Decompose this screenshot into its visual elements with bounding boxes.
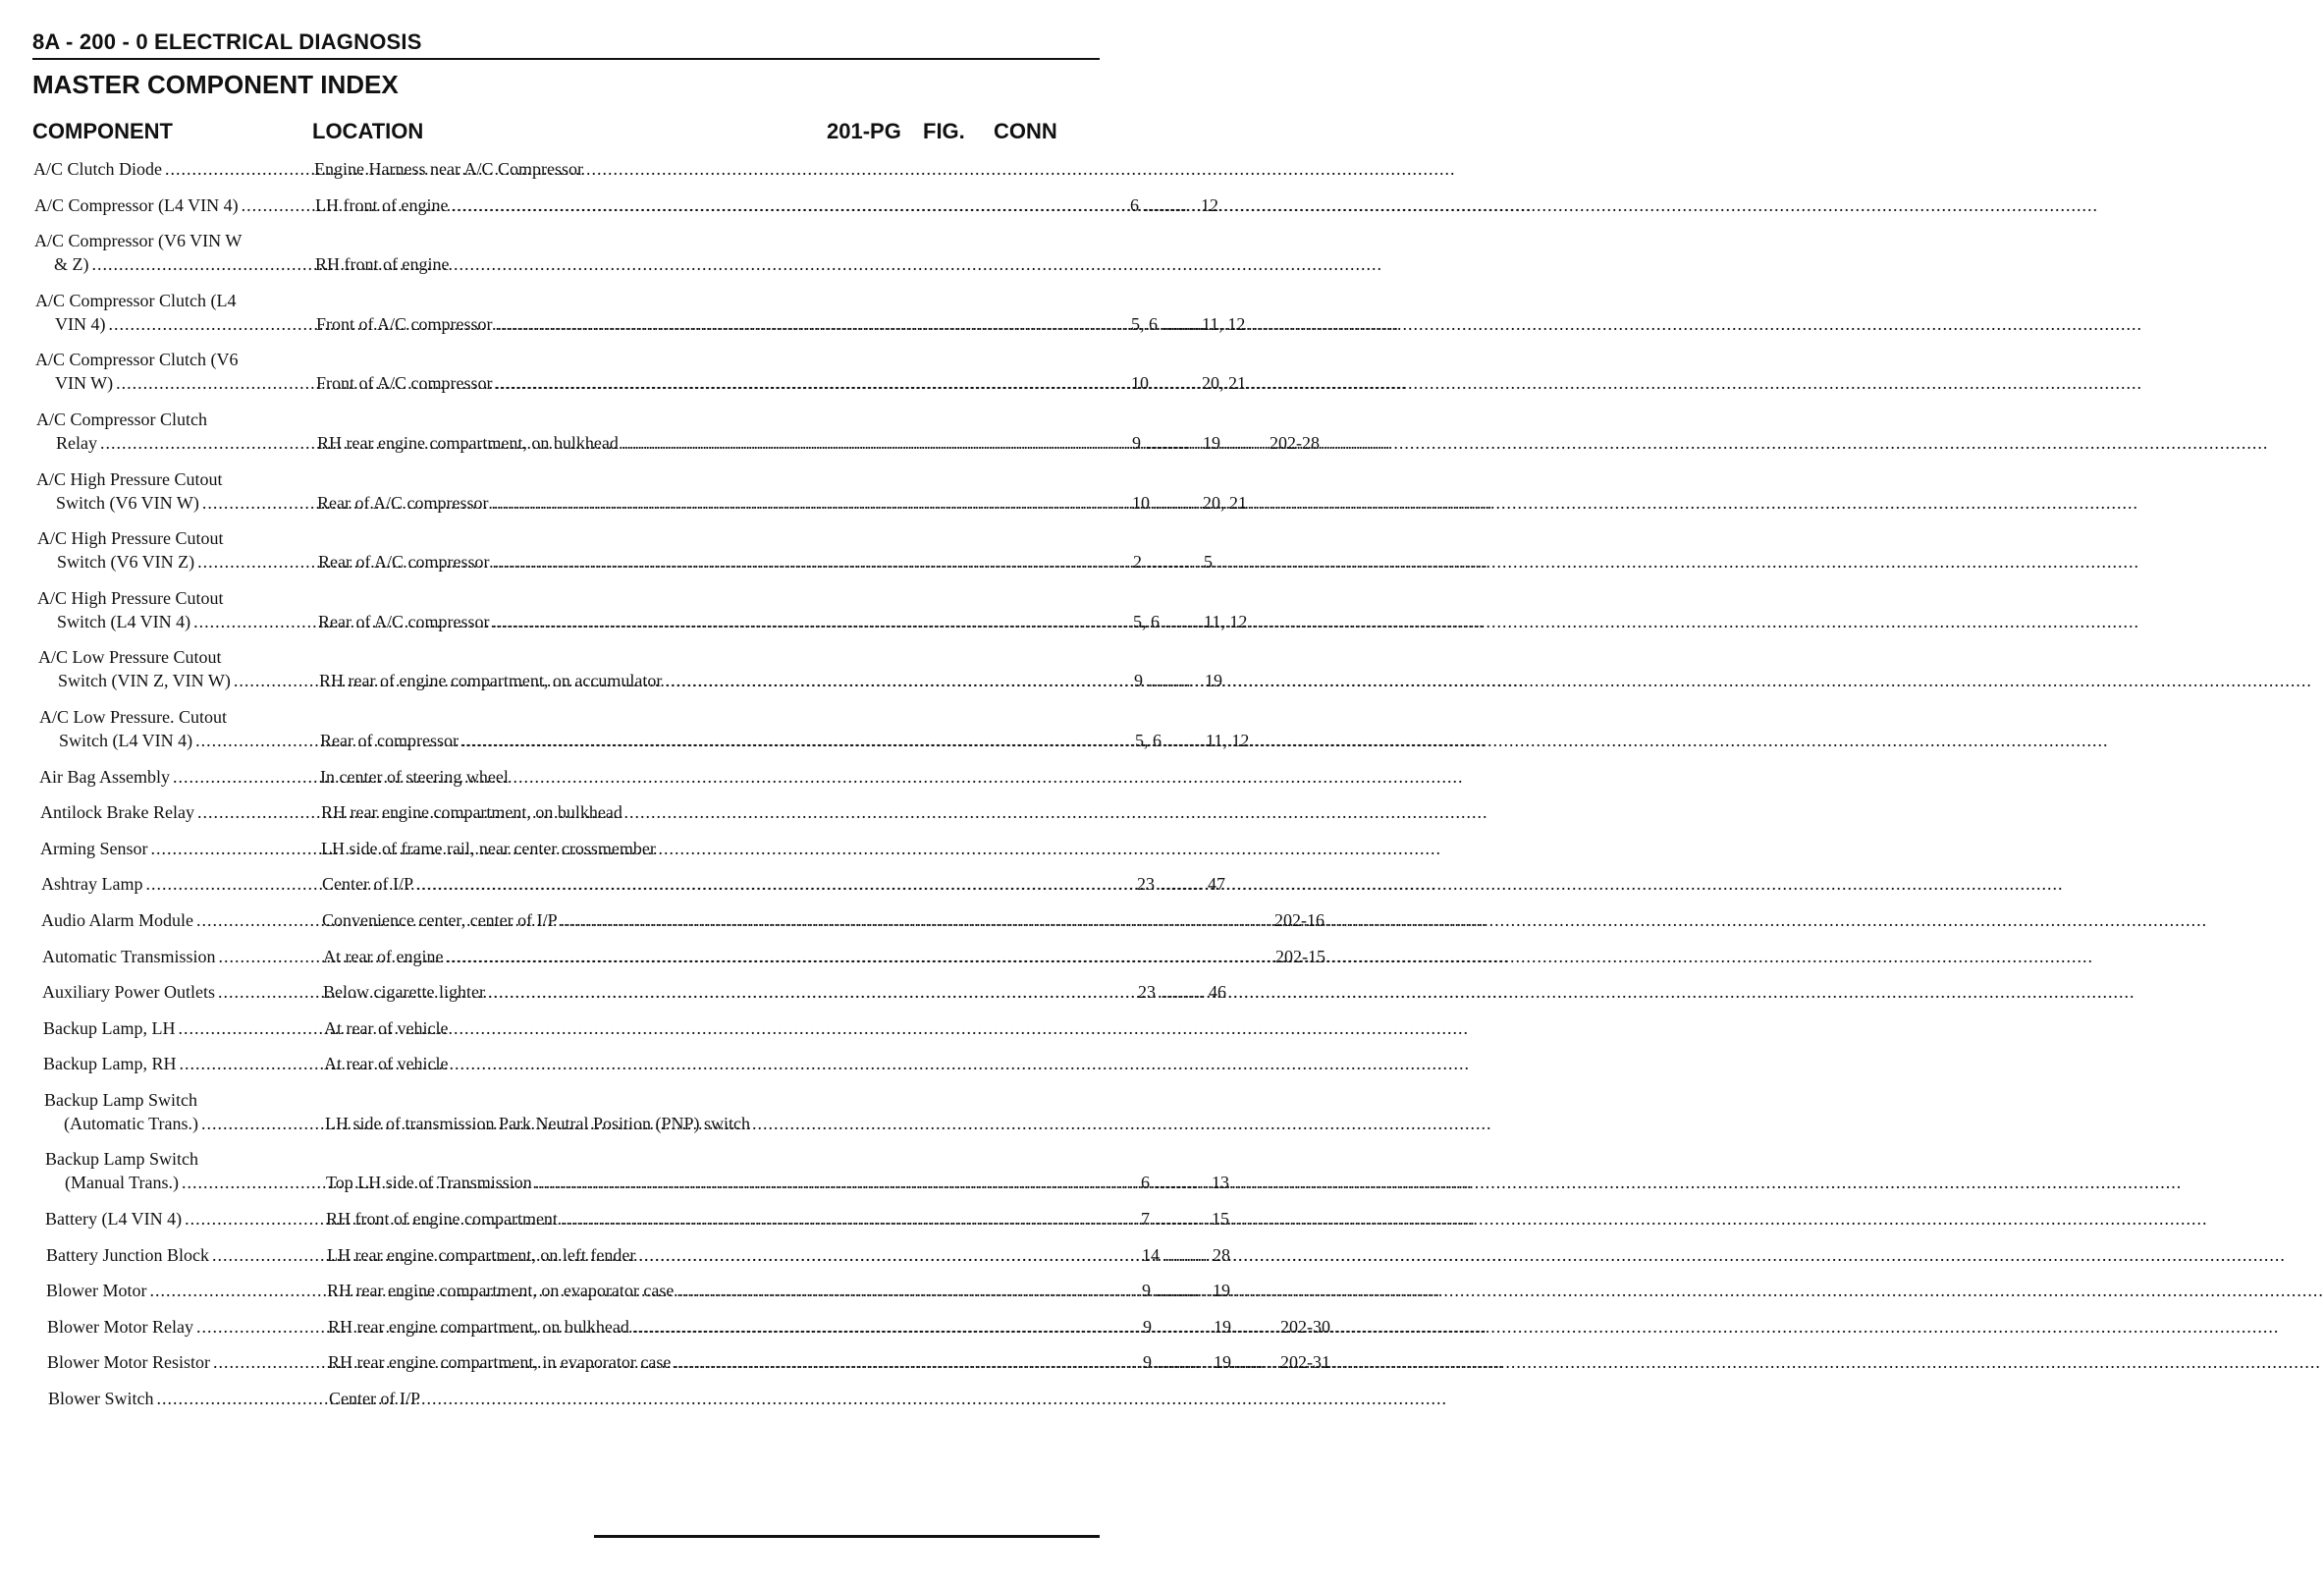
table-row	[39, 765, 1100, 789]
figure-ref-cell	[1214, 1350, 1284, 1374]
dot-leader: ........	[1152, 1352, 1201, 1373]
location-cell: RH rear of engine compartment, on accumulator	[319, 671, 663, 691]
page-ref-cell	[1142, 1279, 1211, 1302]
table-row	[36, 467, 1247, 515]
component-name-line2: VIN W)	[55, 373, 114, 394]
page-ref-value: 10	[1132, 492, 1150, 513]
column-header-fig: FIG.	[923, 119, 965, 143]
component-name: Backup Lamp, LH	[43, 1017, 176, 1038]
dot-leader	[535, 1171, 1134, 1194]
location-cell: RH front of engine	[315, 254, 450, 275]
dot-leader	[676, 1279, 1135, 1302]
location-cell: Convenience center, center of I/P	[322, 909, 558, 930]
component-cell	[35, 348, 298, 395]
component-cell	[46, 1243, 309, 1267]
connector-ref-cell: 202-28	[1270, 432, 1320, 453]
table-row	[46, 1243, 1230, 1267]
component-index-table	[33, 157, 1330, 1423]
component-cell	[47, 1315, 310, 1339]
section-header: 8A - 200 - 0 ELECTRICAL DIAGNOSIS	[32, 29, 422, 54]
table-row	[35, 348, 1246, 395]
location-cell: LH front of engine	[315, 194, 449, 215]
location-cell: Engine Harness near A/C Compressor	[314, 159, 583, 179]
component-cell	[41, 908, 304, 932]
page-ref-value: 5, 6	[1131, 313, 1158, 334]
component-cell	[33, 157, 297, 181]
table-row	[41, 908, 1324, 932]
page-ref-cell	[1142, 1243, 1211, 1267]
component-name: Audio Alarm Module	[41, 909, 193, 930]
component-cell	[39, 705, 302, 752]
figure-ref-cell	[1202, 312, 1272, 336]
figure-ref-cell	[1212, 1171, 1282, 1194]
table-row	[39, 705, 1250, 752]
component-name-line2: VIN 4)	[55, 313, 106, 334]
page-ref-value: 14	[1142, 1244, 1160, 1265]
component-name: Battery Junction Block	[46, 1244, 209, 1265]
page-ref-value: 5, 6	[1133, 611, 1160, 631]
component-cell	[44, 1088, 307, 1135]
page-ref-cell	[1130, 193, 1199, 217]
dot-leader: ......	[1231, 1316, 1264, 1337]
component-name: Automatic Transmission	[42, 946, 216, 966]
dot-leader	[622, 431, 1125, 455]
dot-leader	[492, 550, 1126, 574]
figure-ref-cell	[1213, 1279, 1283, 1302]
component-name-line2: (Automatic Trans.)	[64, 1113, 198, 1133]
figure-ref-cell	[1202, 371, 1272, 395]
component-name-line2: Switch (VIN Z, VIN W)	[58, 671, 231, 691]
page-ref-value: 6	[1141, 1173, 1150, 1193]
dot-leader: ........	[1151, 1281, 1200, 1301]
dot-leader: ........	[1158, 313, 1207, 334]
location-cell: Front of A/C compressor	[316, 313, 493, 334]
component-cell	[45, 1147, 308, 1194]
figure-ref-cell	[1204, 610, 1274, 633]
component-name-line2: Switch (L4 VIN 4)	[57, 611, 191, 631]
page-ref-cell	[1135, 729, 1211, 752]
component-name: A/C Clutch Diode	[33, 159, 162, 179]
location-cell: LH side of frame rail, near center crossmember	[321, 838, 656, 858]
dot-leader: ........	[1150, 492, 1199, 513]
location-cell: LH rear engine compartment, on left fender	[327, 1244, 636, 1265]
page-ref-cell	[1141, 1171, 1210, 1194]
component-cell	[46, 1279, 309, 1302]
figure-ref-value: 28	[1213, 1244, 1230, 1265]
page-ref-value: 5, 6	[1135, 730, 1162, 750]
location-cell: RH rear engine compartment, on bulkhead	[321, 802, 622, 823]
page-title: MASTER COMPONENT INDEX	[32, 70, 399, 99]
figure-ref-value: 19	[1205, 671, 1222, 691]
page-ref-value: 23	[1137, 874, 1155, 895]
table-row	[40, 837, 1100, 860]
page-ref-cell	[1137, 872, 1206, 896]
component-name: Ashtray Lamp	[41, 874, 143, 895]
table-row	[34, 229, 1100, 276]
figure-ref-value: 13	[1212, 1173, 1229, 1193]
page-ref-value: 9	[1134, 671, 1143, 691]
location-cell: Rear of A/C compressor	[317, 492, 489, 513]
component-name: Backup Lamp, RH	[43, 1054, 177, 1074]
location-cell: Rear of compressor	[320, 730, 459, 750]
component-cell	[36, 408, 299, 455]
dot-leader	[461, 729, 1128, 752]
page-ref-cell	[1141, 1207, 1210, 1231]
table-row	[38, 645, 1222, 692]
dot-leader: ........	[1160, 1244, 1209, 1265]
component-cell	[35, 289, 298, 336]
component-cell	[41, 872, 304, 896]
table-row	[40, 800, 1100, 824]
figure-ref-cell	[1213, 1243, 1283, 1267]
figure-ref-value: 19	[1203, 432, 1220, 453]
component-name-line2: Switch (V6 VIN W)	[56, 492, 199, 513]
location-cell: Center of I/P	[329, 1389, 420, 1409]
location-cell: RH rear engine compartment, on evaporator case	[327, 1281, 675, 1301]
component-cell	[34, 229, 297, 276]
location-cell: Rear of A/C compressor	[318, 552, 490, 573]
component-name-line1: Backup Lamp Switch	[44, 1089, 197, 1110]
table-row	[37, 586, 1248, 633]
component-name: Blower Switch	[48, 1389, 154, 1409]
page-ref-value: 9	[1143, 1316, 1152, 1337]
dot-leader	[488, 980, 1131, 1004]
component-name: Antilock Brake Relay	[40, 802, 194, 823]
location-cell: At rear of engine	[323, 946, 444, 966]
page-ref-value: 2	[1133, 552, 1142, 573]
table-row	[45, 1147, 1229, 1194]
page-ref-value: 10	[1131, 373, 1149, 394]
page-ref-value: 9	[1132, 432, 1141, 453]
dot-leader	[492, 610, 1126, 633]
component-name: Blower Motor	[46, 1281, 147, 1301]
component-cell	[40, 800, 303, 824]
footer-rule	[594, 1535, 1100, 1538]
dot-leader	[496, 371, 1124, 395]
table-row	[41, 872, 1225, 896]
connector-ref-cell: 202-15	[1275, 946, 1325, 966]
figure-ref-value: 46	[1209, 982, 1226, 1003]
figure-ref-value: 20, 21	[1203, 492, 1247, 513]
location-cell: Rear of A/C compressor	[318, 611, 490, 631]
component-name-line1: A/C High Pressure Cutout	[36, 468, 223, 489]
dot-leader: ........	[1142, 552, 1191, 573]
dot-leader: ......	[1231, 1352, 1264, 1373]
location-cell: Front of A/C compressor	[316, 373, 493, 394]
dot-leader	[451, 193, 1123, 217]
component-name-line1: A/C Compressor (V6 VIN W	[34, 231, 243, 251]
dot-leader: ........	[1162, 730, 1211, 750]
component-cell	[43, 1016, 306, 1040]
column-header-conn: CONN	[994, 119, 1057, 143]
location-cell: Below cigarette lighter	[323, 982, 485, 1003]
component-name-line1: A/C High Pressure Cutout	[37, 587, 224, 608]
component-name-line1: A/C High Pressure Cutout	[37, 528, 224, 549]
dot-leader: ........	[1150, 1209, 1199, 1230]
location-cell: RH rear engine compartment, in evaporator case	[328, 1352, 672, 1373]
component-cell	[42, 980, 305, 1004]
dot-leader	[416, 872, 1130, 896]
component-cell	[45, 1207, 308, 1231]
page-ref-value: 23	[1138, 982, 1156, 1003]
table-row	[43, 1016, 1100, 1040]
component-cell	[39, 765, 302, 789]
location-cell: At rear of vehicle	[324, 1054, 449, 1074]
component-name-line1: Backup Lamp Switch	[45, 1149, 198, 1170]
dot-leader	[561, 908, 1266, 932]
table-row	[44, 1088, 1100, 1135]
dot-leader	[491, 491, 1125, 515]
table-row	[47, 1350, 1330, 1374]
dot-leader	[632, 1315, 1136, 1339]
component-name-line2: Switch (V6 VIN Z)	[57, 552, 195, 573]
component-name: Battery (L4 VIN 4)	[45, 1209, 183, 1230]
component-name: Air Bag Assembly	[39, 766, 170, 787]
figure-ref-value: 15	[1212, 1209, 1229, 1230]
page-ref-cell	[1134, 669, 1203, 692]
component-cell	[37, 586, 300, 633]
figure-ref-cell	[1203, 491, 1273, 515]
figure-ref-value: 19	[1214, 1316, 1231, 1337]
component-name-line2: Switch (L4 VIN 4)	[59, 730, 193, 750]
dot-leader: ........	[1149, 373, 1198, 394]
component-name: Auxiliary Power Outlets	[42, 982, 215, 1003]
page-ref-value: 9	[1143, 1352, 1152, 1373]
dot-leader: ........	[1156, 982, 1205, 1003]
dot-leader: ........	[1141, 432, 1190, 453]
figure-ref-cell	[1206, 729, 1276, 752]
component-cell	[34, 193, 297, 217]
table-row	[36, 408, 1320, 455]
component-cell	[42, 945, 305, 968]
component-name-line2: (Manual Trans.)	[65, 1173, 179, 1193]
page-ref-value: 9	[1142, 1281, 1151, 1301]
dot-leader: ........	[1155, 874, 1204, 895]
table-row	[42, 980, 1226, 1004]
connector-ref-cell: 202-30	[1280, 1316, 1330, 1337]
dot-leader: ........	[1160, 611, 1209, 631]
connector-ref-cell: 202-31	[1280, 1352, 1330, 1373]
table-row	[42, 945, 1325, 968]
location-cell: In center of steering wheel	[320, 766, 509, 787]
component-name: Blower Motor Resistor	[47, 1352, 210, 1373]
column-header-location: LOCATION	[312, 119, 424, 143]
page-ref-cell	[1132, 431, 1201, 455]
dot-leader	[665, 669, 1127, 692]
table-row	[45, 1207, 1229, 1231]
column-header-page: 201-PG	[827, 119, 901, 143]
location-cell: Center of I/P	[322, 874, 413, 895]
figure-ref-value: 47	[1208, 874, 1225, 895]
page-ref-cell	[1133, 610, 1209, 633]
dot-leader	[496, 312, 1124, 336]
table-row	[37, 526, 1213, 574]
figure-ref-cell	[1204, 550, 1274, 574]
component-name-line1: A/C Compressor Clutch (L4	[35, 290, 237, 310]
component-name: Arming Sensor	[40, 838, 148, 858]
figure-ref-cell	[1201, 193, 1271, 217]
figure-ref-value: 5	[1204, 552, 1213, 573]
location-cell: LH side of transmission Park Neutral Position (PNP) switch	[325, 1113, 750, 1133]
table-row	[47, 1315, 1330, 1339]
table-row	[34, 193, 1218, 217]
figure-ref-value: 11, 12	[1206, 730, 1250, 750]
connector-ref-cell: 202-16	[1274, 909, 1324, 930]
figure-ref-cell	[1214, 1315, 1284, 1339]
figure-ref-cell	[1209, 980, 1279, 1004]
figure-ref-value: 19	[1214, 1352, 1231, 1373]
page-ref-cell	[1138, 980, 1207, 1004]
figure-ref-cell	[1205, 669, 1275, 692]
figure-ref-value: 12	[1201, 194, 1218, 215]
location-cell: RH rear engine compartment, on bulkhead	[328, 1316, 629, 1337]
component-cell	[48, 1387, 311, 1410]
component-cell	[40, 837, 303, 860]
page-ref-cell	[1143, 1315, 1212, 1339]
component-name-line1: A/C Compressor Clutch (V6	[35, 350, 239, 370]
figure-ref-value: 11, 12	[1204, 611, 1248, 631]
component-name-line1: A/C Low Pressure Cutout	[38, 647, 222, 668]
component-name-line2: Relay	[56, 432, 97, 453]
dot-leader: ........	[1139, 194, 1188, 215]
dot-leader	[446, 945, 1267, 968]
figure-ref-value: 19	[1213, 1281, 1230, 1301]
figure-ref-value: 20, 21	[1202, 373, 1246, 394]
dot-leader: ......	[1220, 432, 1253, 453]
component-cell	[38, 645, 301, 692]
figure-ref-cell	[1212, 1207, 1282, 1231]
header-rule	[32, 58, 1100, 60]
component-cell	[37, 526, 300, 574]
page-ref-cell	[1131, 371, 1200, 395]
component-name-line2: & Z)	[54, 254, 89, 275]
dot-leader: ........	[1152, 1316, 1201, 1337]
location-cell: At rear of vehicle	[324, 1017, 449, 1038]
dot-leader: ........	[1150, 1173, 1199, 1193]
dot-leader	[674, 1350, 1136, 1374]
table-row	[48, 1387, 1100, 1410]
component-name: Blower Motor Relay	[47, 1316, 193, 1337]
component-name-line1: A/C Low Pressure. Cutout	[39, 706, 227, 727]
table-row	[33, 157, 1100, 181]
page-ref-value: 6	[1130, 194, 1139, 215]
component-cell	[43, 1052, 306, 1075]
page-ref-cell	[1131, 312, 1207, 336]
location-cell: RH front of engine compartment	[326, 1209, 558, 1230]
page-ref-cell	[1133, 550, 1202, 574]
component-cell	[47, 1350, 310, 1374]
component-name-line1: A/C Compressor Clutch	[36, 409, 207, 429]
figure-ref-cell	[1208, 872, 1278, 896]
component-cell	[36, 467, 299, 515]
table-row	[46, 1279, 1230, 1302]
component-name: A/C Compressor (L4 VIN 4)	[34, 194, 239, 215]
page-ref-cell	[1132, 491, 1201, 515]
location-cell: Top LH side of Transmission	[326, 1173, 532, 1193]
dot-leader	[638, 1243, 1135, 1267]
dot-leader	[561, 1207, 1134, 1231]
figure-ref-value: 11, 12	[1202, 313, 1246, 334]
column-header-component: COMPONENT	[32, 119, 173, 143]
table-row	[43, 1052, 1100, 1075]
location-cell: RH rear engine compartment, on bulkhead	[317, 432, 619, 453]
table-row	[35, 289, 1246, 336]
page-ref-cell	[1143, 1350, 1212, 1374]
page-ref-value: 7	[1141, 1209, 1150, 1230]
dot-leader: ........	[1143, 671, 1192, 691]
figure-ref-cell	[1203, 431, 1273, 455]
